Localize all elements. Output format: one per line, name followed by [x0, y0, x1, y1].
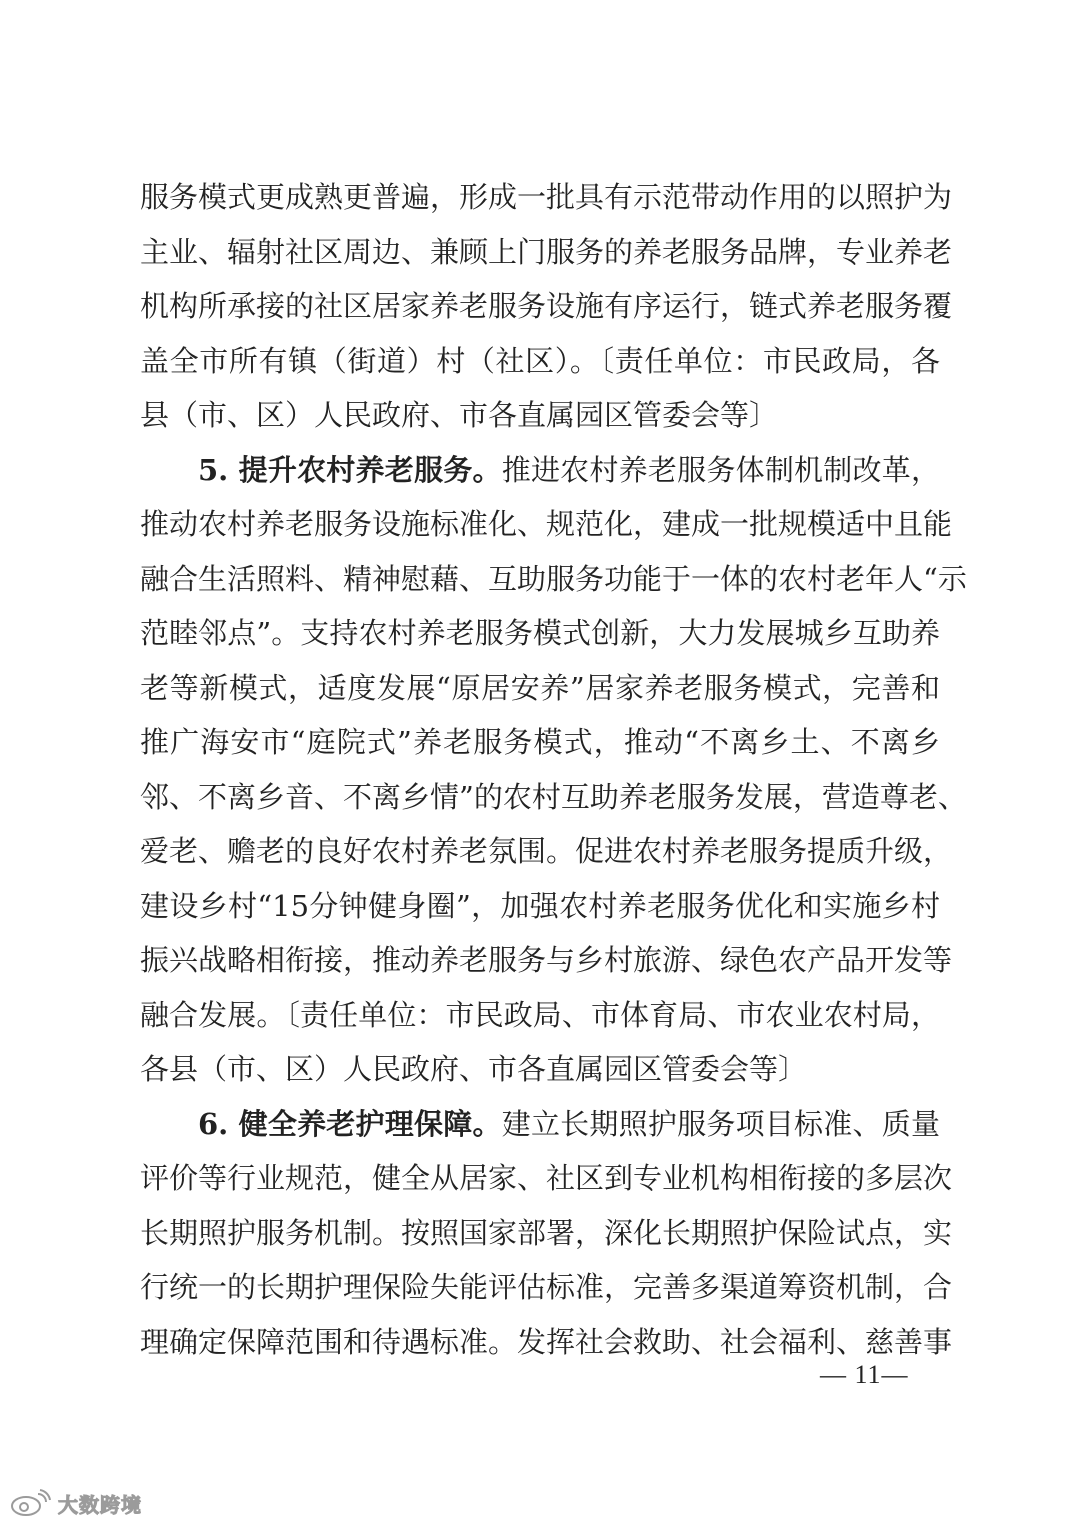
text-line: 盖全市所有镇（街道）村（社区）。〔责任单位：市民政局，各 — [140, 343, 940, 378]
section-6-title: 6. 健全养老护理保障。 — [198, 1106, 502, 1141]
text-line: 机构所承接的社区居家养老服务设施有序运行，链式养老服务覆 — [140, 289, 953, 323]
watermark-text: 大数跨境 — [58, 1492, 142, 1517]
section-5-text: 推进农村养老服务体制机制改革， — [501, 452, 940, 487]
text-line: 各县（市、区）人民政府、市各直属园区管委会等〕 — [140, 1052, 808, 1086]
text-line: 推动农村养老服务设施标准化、规范化，建成一批规模适中且能 — [140, 507, 953, 541]
text-line: 建设乡村“15分钟健身圈”，加强农村养老服务优化和实施乡村 — [140, 888, 940, 923]
text-line: 老等新模式，适度发展“原居安养”居家养老服务模式，完善和 — [140, 670, 940, 705]
section-5-title: 5. 提升农村养老服务。 — [198, 452, 502, 487]
text-line: 融合发展。〔责任单位：市民政局、市体育局、市农业农村局， — [140, 997, 940, 1032]
body-text — [140, 170, 967, 1369]
section-6-heading-line — [140, 1097, 940, 1152]
text-line: 融合生活照料、精神慰藉、互助服务功能于一体的农村老年人“示 — [140, 561, 967, 596]
text-line: 评价等行业规范，健全从居家、社区到专业机构相衔接的多层次 — [140, 1161, 953, 1195]
text-line: 理确定保障范围和待遇标准。发挥社会救助、社会福利、慈善事 — [140, 1324, 953, 1359]
page-number: — 11— — [820, 1360, 909, 1389]
section-6-text: 建立长期照护服务项目标准、质量 — [501, 1106, 940, 1141]
text-line: 范睦邻点”。支持农村养老服务模式创新，大力发展城乡互助养 — [140, 616, 940, 650]
text-line: 邻、不离乡音、不离乡情”的农村互助养老服务发展，营造尊老、 — [140, 779, 967, 814]
watermark — [8, 1486, 142, 1520]
text-line: 长期照护服务机制。按照国家部署，深化长期照护保险试点，实 — [140, 1215, 953, 1250]
text-line: 县（市、区）人民政府、市各直属园区管委会等〕 — [140, 398, 779, 432]
text-line: 服务模式更成熟更普遍，形成一批具有示范带动作用的以照护为 — [140, 180, 953, 214]
text-line: 振兴战略相衔接，推动养老服务与乡村旅游、绿色农产品开发等 — [140, 943, 953, 977]
section-5-heading-line — [140, 443, 940, 498]
text-line: 主业、辐射社区周边、兼顾上门服务的养老服务品牌，专业养老 — [140, 234, 953, 269]
text-line: 推广海安市“庭院式”养老服务模式，推动“不离乡土、不离乡 — [140, 725, 940, 759]
text-line: 行统一的长期护理保险失能评估标准，完善多渠道筹资机制，合 — [140, 1270, 953, 1304]
weibo-logo-icon — [8, 1488, 52, 1518]
text-line: 爱老、赡老的良好农村养老氛围。促进农村养老服务提质升级， — [140, 834, 953, 868]
